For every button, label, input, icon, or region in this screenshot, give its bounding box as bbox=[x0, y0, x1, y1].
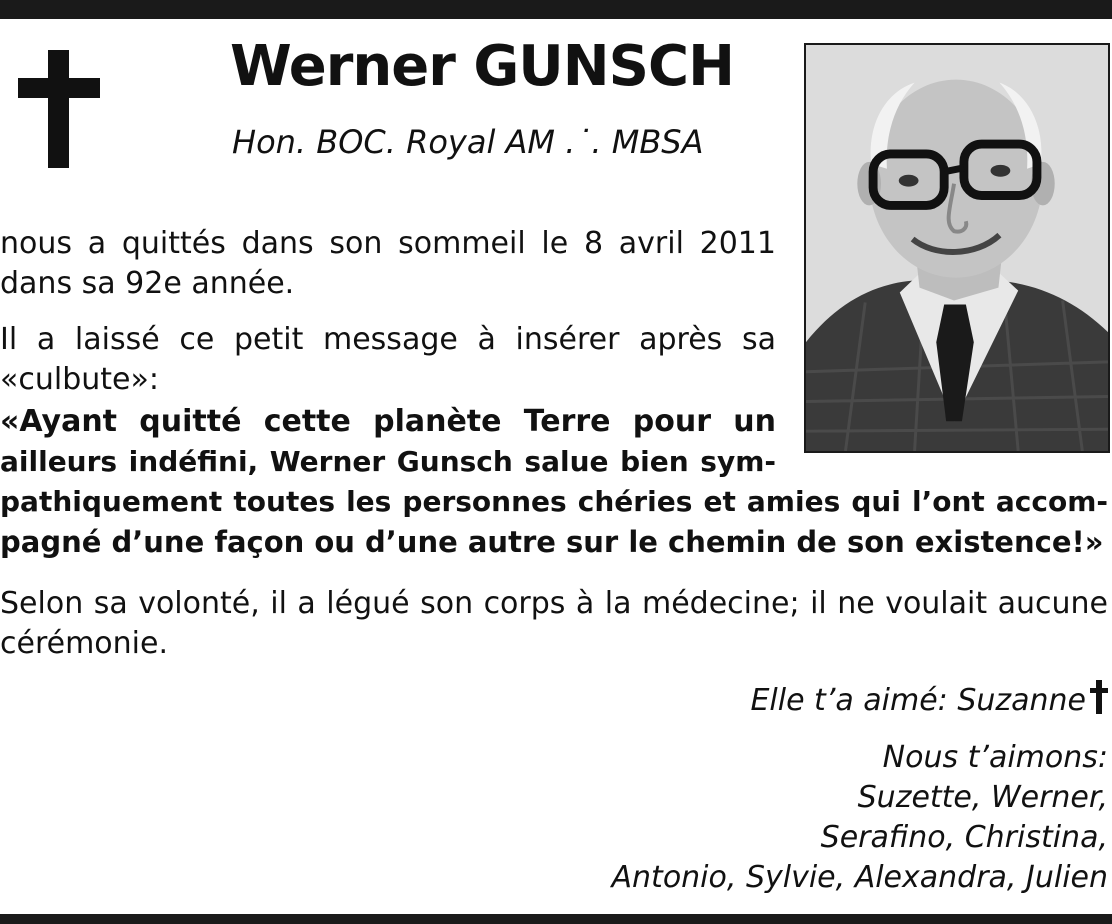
wife-signature bbox=[750, 680, 1108, 721]
will-statement bbox=[0, 584, 1108, 664]
intro-line: «culbute»: bbox=[0, 362, 159, 397]
farewell-quote-part1 bbox=[0, 402, 776, 482]
quote-line: ailleurs indéfini, Werner Gunsch salue bien sym- bbox=[0, 445, 776, 478]
farewell-quote-part2 bbox=[0, 482, 1108, 562]
portrait-illustration bbox=[806, 45, 1108, 451]
cross-icon bbox=[18, 50, 100, 168]
family-names-line: Suzette, Werner, bbox=[857, 780, 1108, 815]
quote-line: pathiquement toutes les personnes chéries et amies qui l’ont accom- bbox=[0, 485, 1108, 518]
quote-line: «Ayant quitté cette planète Terre pour un bbox=[0, 404, 776, 439]
honorific-titles: Hon. BOC. Royal AM .˙. MBSA bbox=[232, 123, 704, 161]
bottom-rule bbox=[0, 914, 1112, 924]
family-intro: Nous t’aimons: bbox=[882, 740, 1108, 775]
message-intro bbox=[0, 320, 776, 400]
wife-signature-text: Elle t’a aimé: Suzanne bbox=[750, 683, 1086, 718]
top-rule bbox=[0, 0, 1112, 19]
family-names-line: Serafino, Christina, bbox=[820, 820, 1108, 855]
deceased-name: Werner GUNSCH bbox=[230, 34, 734, 99]
family-names-line: Antonio, Sylvie, Alexandra, Julien bbox=[611, 860, 1108, 895]
small-cross-icon bbox=[1090, 680, 1108, 714]
will-line: cérémonie. bbox=[0, 626, 169, 661]
portrait-photo bbox=[804, 43, 1110, 453]
death-announcement bbox=[0, 224, 776, 304]
intro-line: Il a laissé ce petit message à insérer après sa bbox=[0, 322, 776, 357]
family-signatures bbox=[612, 738, 1108, 898]
quote-line: pagné d’une façon ou d’une autre sur le chemin de son existence!» bbox=[0, 525, 1104, 559]
announcement-line: nous a quittés dans son sommeil le 8 avril 2011 bbox=[0, 226, 776, 261]
announcement-line: dans sa 92e année. bbox=[0, 266, 295, 301]
will-line: Selon sa volonté, il a légué son corps à la médecine; il ne voulait aucune bbox=[0, 586, 1108, 621]
